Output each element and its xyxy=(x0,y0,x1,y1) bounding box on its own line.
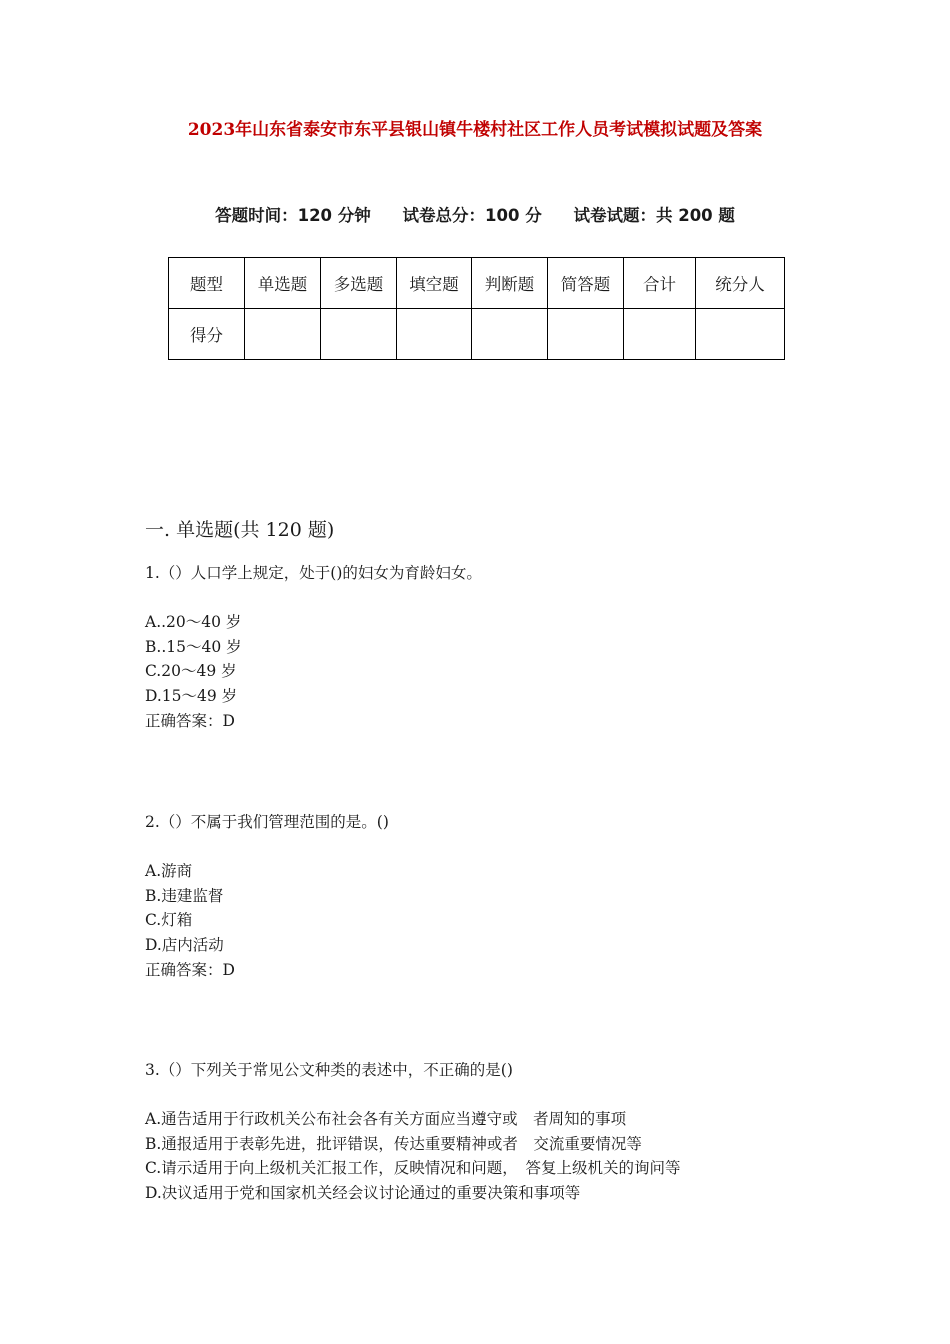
correct-answer: 正确答案：D xyxy=(145,711,235,730)
option-d: D.店内活动 xyxy=(145,936,224,955)
score-cell xyxy=(397,309,472,360)
question-stem: 2.（）不属于我们管理范围的是。() xyxy=(145,813,389,831)
score-table-score-row xyxy=(169,309,785,360)
score-cell xyxy=(472,309,548,360)
option-a: A.通告适用于行政机关公布社会各有关方面应当遵守或 者周知的事项 xyxy=(145,1109,627,1128)
header-cell-scorer: 统分人 xyxy=(696,258,785,309)
document-title: 2023年山东省泰安市东平县银山镇牛楼村社区工作人员考试模拟试题及答案 xyxy=(187,120,763,140)
exam-meta xyxy=(0,202,950,226)
option-c: C.灯箱 xyxy=(145,911,193,930)
header-cell-single: 单选题 xyxy=(245,258,321,309)
score-cell xyxy=(696,309,785,360)
score-row-label: 得分 xyxy=(169,309,245,360)
option-b: B..15～40 岁 xyxy=(145,637,242,656)
question-1 xyxy=(145,561,482,734)
question-stem: 3.（）下列关于常见公文种类的表述中，不正确的是() xyxy=(145,1061,513,1079)
option-d: D.决议适用于党和国家机关经会议讨论通过的重要决策和事项等 xyxy=(145,1184,581,1203)
header-cell-judge: 判断题 xyxy=(472,258,548,309)
option-d: D.15～49 岁 xyxy=(145,687,238,706)
header-cell-fill: 填空题 xyxy=(397,258,472,309)
question-stem: 1.（）人口学上规定，处于()的妇女为育龄妇女。 xyxy=(145,564,482,582)
score-table xyxy=(168,257,785,360)
option-a: A.游商 xyxy=(145,861,193,880)
option-c: C.请示适用于向上级机关汇报工作，反映情况和问题， 答复上级机关的询问等 xyxy=(145,1159,681,1178)
score-cell xyxy=(245,309,321,360)
exam-question-count: 试卷试题：共 200 题 xyxy=(573,206,735,225)
score-cell xyxy=(321,309,397,360)
header-cell-total: 合计 xyxy=(624,258,696,309)
exam-time: 答题时间：120 分钟 xyxy=(215,206,371,225)
score-table-header-row xyxy=(169,258,785,309)
exam-total-score: 试卷总分：100 分 xyxy=(402,206,542,225)
option-c: C.20～49 岁 xyxy=(145,662,237,681)
header-cell-short: 简答题 xyxy=(548,258,624,309)
header-cell-type: 题型 xyxy=(169,258,245,309)
section-title: 一. 单选题(共 120 题) xyxy=(145,519,335,541)
question-2 xyxy=(145,810,389,983)
option-b: B.通报适用于表彰先进，批评错误，传达重要精神或者 交流重要情况等 xyxy=(145,1134,642,1153)
header-cell-multi: 多选题 xyxy=(321,258,397,309)
option-a: A..20～40 岁 xyxy=(145,612,242,631)
correct-answer: 正确答案：D xyxy=(145,960,235,979)
option-b: B.违建监督 xyxy=(145,886,224,905)
question-3 xyxy=(145,1058,681,1206)
score-cell xyxy=(548,309,624,360)
score-cell xyxy=(624,309,696,360)
